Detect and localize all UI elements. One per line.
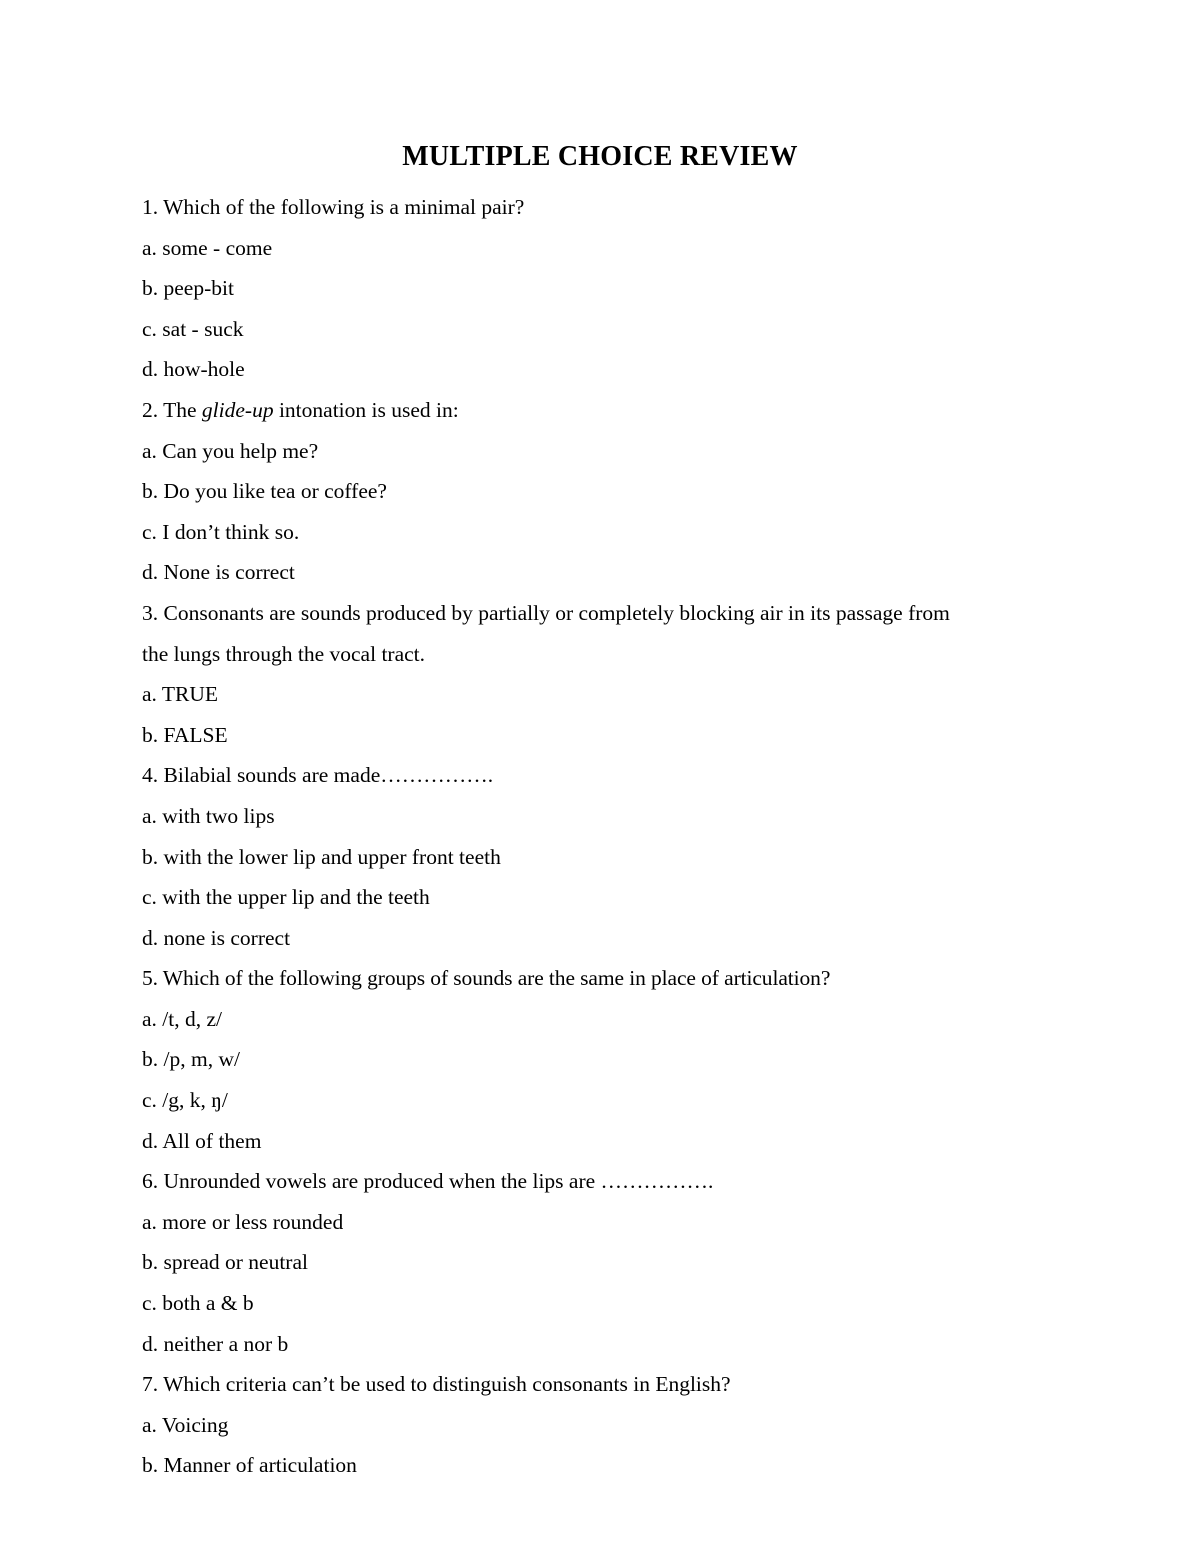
q2-option-a: a. Can you help me? <box>142 438 319 463</box>
question-5: 5. Which of the following groups of sounds are the same in place of articulation? <box>142 966 831 991</box>
q2-option-c: c. I don’t think so. <box>142 519 300 544</box>
q5-option-b: b. /p, m, w/ <box>142 1047 240 1072</box>
q6-option-d: d. neither a nor b <box>142 1331 289 1356</box>
q4-option-c: c. with the upper lip and the teeth <box>142 885 430 910</box>
q3-option-a: a. TRUE <box>142 682 219 707</box>
q1-option-b: b. peep-bit <box>142 276 234 301</box>
question-list <box>142 187 1052 1486</box>
q1-option-a: a. some - come <box>142 235 273 260</box>
q1-option-c: c. sat - suck <box>142 316 244 341</box>
q5-option-a: a. /t, d, z/ <box>142 1006 223 1031</box>
q6-option-b: b. spread or neutral <box>142 1250 308 1275</box>
q2-option-b: b. Do you like tea or coffee? <box>142 479 387 504</box>
q7-option-b: b. Manner of articulation <box>142 1453 357 1478</box>
question-3-line-1: 3. Consonants are sounds produced by partially or completely blocking air in its passage from <box>142 600 950 625</box>
q5-option-d: d. All of them <box>142 1128 262 1153</box>
question-6: 6. Unrounded vowels are produced when the lips are ……………. <box>142 1169 714 1194</box>
q6-option-a: a. more or less rounded <box>142 1209 344 1234</box>
question-1: 1. Which of the following is a minimal pair? <box>142 195 525 219</box>
q4-option-d: d. none is correct <box>142 925 291 950</box>
question-4: 4. Bilabial sounds are made……………. <box>142 763 494 788</box>
page-title: MULTIPLE CHOICE REVIEW <box>402 141 798 172</box>
q1-option-d: d. how-hole <box>142 357 245 382</box>
q2-text-after: intonation is used in: <box>273 397 459 422</box>
q4-option-b: b. with the lower lip and upper front teeth <box>142 844 501 869</box>
question-7: 7. Which criteria can’t be used to distinguish consonants in English? <box>142 1372 731 1397</box>
question-3-line-2: the lungs through the vocal tract. <box>142 641 426 666</box>
q2-italic-term: glide-up <box>201 397 274 422</box>
q5-option-c: c. /g, k, ŋ/ <box>142 1088 228 1113</box>
q2-option-d: d. None is correct <box>142 560 295 585</box>
q4-option-a: a. with two lips <box>142 803 275 828</box>
question-2 <box>142 390 1052 431</box>
q7-option-a: a. Voicing <box>142 1412 229 1437</box>
q6-option-c: c. both a & b <box>142 1291 254 1316</box>
q3-option-b: b. FALSE <box>142 722 228 747</box>
q2-text-before: 2. The <box>142 397 202 422</box>
